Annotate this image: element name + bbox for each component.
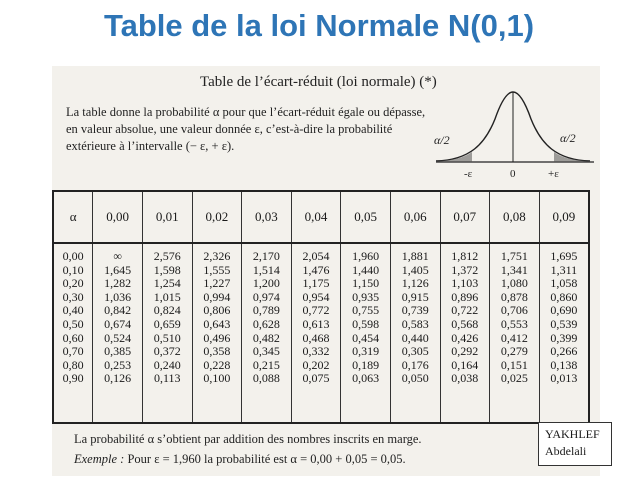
- intro-paragraph: La table donne la probabilité α pour que l’écart-réduit égale ou dépasse, en valeur absolue, une valeur donnée ε, c’est-à-dire la probabilité extérieure à l’intervalle (− ε, + ε).: [66, 105, 426, 153]
- table-cell: 0,189: [352, 357, 380, 372]
- table-cell: 1,960: [352, 249, 380, 263]
- table-cell: 0,772: [302, 303, 330, 318]
- table-cell: 0,896: [451, 289, 479, 304]
- column-header: 0,04: [291, 192, 341, 243]
- table-cell: 0,954: [302, 289, 330, 304]
- table-cell: 0,613: [302, 316, 330, 331]
- column-header: 0,01: [142, 192, 192, 243]
- table-cell: 1,598: [153, 262, 181, 277]
- value-column: [440, 243, 490, 422]
- row-header: 0,70: [62, 344, 84, 359]
- table-cell: 0,215: [252, 357, 280, 372]
- table-cell: 0,319: [352, 344, 380, 359]
- table-cell: 0,722: [451, 303, 479, 318]
- table-cell: 1,372: [451, 262, 479, 277]
- table-cell: 0,279: [500, 344, 528, 359]
- table-cell: 0,706: [500, 303, 528, 318]
- table-cell: 0,113: [153, 371, 181, 386]
- table-cell: 0,878: [500, 289, 528, 304]
- table-cell: 0,013: [550, 371, 578, 386]
- table-cell: 0,674: [104, 316, 132, 331]
- table-cell: 2,576: [153, 249, 181, 263]
- table-cell: 0,399: [550, 330, 578, 345]
- table-cell: 0,176: [401, 357, 429, 372]
- author-surname: YAKHLEF: [545, 427, 600, 441]
- value-column: [390, 243, 440, 422]
- table-cell: 0,568: [451, 316, 479, 331]
- table-cell: 0,088: [252, 371, 280, 386]
- table-cell: 0,755: [352, 303, 380, 318]
- row-header: 0,40: [62, 303, 84, 318]
- normal-curve-figure: [430, 84, 600, 184]
- value-column: [93, 243, 143, 422]
- table-cell: 0,075: [302, 371, 330, 386]
- row-header-column: [54, 243, 93, 422]
- zero-label: 0: [510, 168, 516, 180]
- table-cell: 1,881: [401, 249, 429, 263]
- table-cell: 1,282: [104, 276, 132, 291]
- table-cell: 1,555: [203, 262, 231, 277]
- row-header: 0,60: [62, 330, 84, 345]
- table-cell: 0,690: [550, 303, 578, 318]
- table-cell: 0,063: [352, 371, 380, 386]
- column-header: 0,06: [390, 192, 440, 243]
- table-cell: 0,789: [252, 303, 280, 318]
- table-cell: 1,150: [352, 276, 380, 291]
- table-cell: 1,080: [500, 276, 528, 291]
- table-cell: 0,739: [401, 303, 429, 318]
- table-body-row: [54, 243, 588, 422]
- example-label: Exemple :: [74, 452, 125, 466]
- table-cell: 0,598: [352, 316, 380, 331]
- author-firstname: Abdelali: [545, 444, 587, 458]
- table-cell: 0,454: [352, 330, 380, 345]
- table-cell: 0,539: [550, 316, 578, 331]
- column-header: 0,00: [93, 192, 143, 243]
- table-cell: 0,228: [203, 357, 231, 372]
- row-header: 0,80: [62, 357, 84, 372]
- table-cell: 0,345: [252, 344, 280, 359]
- table-cell: 1,751: [500, 249, 528, 263]
- table-cell: 1,405: [401, 262, 429, 277]
- row-header: 0,50: [62, 316, 84, 331]
- table-cell: 0,164: [451, 357, 479, 372]
- table-cell: 0,305: [401, 344, 429, 359]
- column-header: 0,03: [242, 192, 292, 243]
- value-column: [192, 243, 242, 422]
- table-cell: 1,476: [302, 262, 330, 277]
- probability-table: [52, 190, 590, 424]
- table-cell: 1,227: [203, 276, 231, 291]
- example-line: [74, 452, 406, 467]
- table-cell: ∞: [113, 249, 122, 263]
- row-header: 0,20: [62, 276, 84, 291]
- table-cell: 0,440: [401, 330, 429, 345]
- table-cell: 1,126: [401, 276, 429, 291]
- value-column: [341, 243, 391, 422]
- table-cell: 1,695: [550, 249, 578, 263]
- table-cell: 1,812: [451, 249, 479, 263]
- table-cell: 0,860: [550, 289, 578, 304]
- table-cell: 1,645: [104, 262, 132, 277]
- table-cell: 2,054: [302, 249, 330, 263]
- addition-note: La probabilité α s’obtient par addition des nombres inscrits en marge.: [74, 432, 422, 446]
- table-cell: 0,628: [252, 316, 280, 331]
- value-column: [242, 243, 292, 422]
- table-cell: 0,824: [153, 303, 181, 318]
- table-cell: 0,553: [500, 316, 528, 331]
- table-cell: 0,292: [451, 344, 479, 359]
- value-column: [142, 243, 192, 422]
- column-header: 0,05: [341, 192, 391, 243]
- table-cell: 0,038: [451, 371, 479, 386]
- column-header: 0,08: [490, 192, 540, 243]
- table-cell: 2,326: [203, 249, 231, 263]
- table-cell: 0,126: [104, 371, 132, 386]
- table-cell: 0,994: [203, 289, 231, 304]
- table-cell: 1,103: [451, 276, 479, 291]
- table-cell: 1,015: [153, 289, 181, 304]
- value-column: [490, 243, 540, 422]
- table-cell: 0,372: [153, 344, 181, 359]
- table-cell: 0,412: [500, 330, 528, 345]
- table-cell: 1,058: [550, 276, 578, 291]
- table-cell: 0,643: [203, 316, 231, 331]
- table-cell: 0,426: [451, 330, 479, 345]
- table-cell: 0,482: [252, 330, 280, 345]
- table-cell: 0,385: [104, 344, 132, 359]
- value-column: [539, 243, 588, 422]
- table-cell: 1,311: [550, 262, 578, 277]
- table-cell: 0,253: [104, 357, 132, 372]
- table-cell: 0,240: [153, 357, 181, 372]
- table-cell: 0,524: [104, 330, 132, 345]
- table-cell: 0,050: [401, 371, 429, 386]
- table-cell: 0,202: [302, 357, 330, 372]
- table-cell: 0,332: [302, 344, 330, 359]
- row-header: 0,00: [62, 249, 84, 263]
- left-tail-label: α/2: [434, 133, 450, 147]
- table-cell: 0,100: [203, 371, 231, 386]
- table-cell: 0,583: [401, 316, 429, 331]
- table-cell: 0,974: [252, 289, 280, 304]
- table-header-row: [54, 192, 588, 243]
- plus-epsilon-label: +ε: [548, 168, 559, 180]
- slide-title: Table de la loi Normale N(0,1): [103, 8, 535, 43]
- column-header: 0,02: [192, 192, 242, 243]
- column-header: 0,07: [440, 192, 490, 243]
- table-cell: 1,514: [252, 262, 280, 277]
- corner-cell: α: [54, 192, 93, 243]
- table-cell: 1,200: [252, 276, 280, 291]
- column-header: 0,09: [539, 192, 588, 243]
- table-cell: 0,496: [203, 330, 231, 345]
- table-cell: 0,138: [550, 357, 578, 372]
- document-title: Table de l’écart-réduit (loi normale) (*): [200, 74, 437, 90]
- table-cell: 1,440: [352, 262, 380, 277]
- table-cell: 0,935: [352, 289, 380, 304]
- table-cell: 0,806: [203, 303, 231, 318]
- table-cell: 1,341: [500, 262, 528, 277]
- table-cell: 0,151: [500, 357, 528, 372]
- table-cell: 0,468: [302, 330, 330, 345]
- row-header: 0,30: [62, 289, 84, 304]
- table-cell: 0,659: [153, 316, 181, 331]
- row-header: 0,10: [62, 262, 84, 277]
- table-cell: 0,358: [203, 344, 231, 359]
- table-cell: 0,915: [401, 289, 429, 304]
- right-tail-label: α/2: [560, 131, 576, 145]
- table-cell: 1,175: [302, 276, 330, 291]
- value-column: [291, 243, 341, 422]
- table-cell: 0,510: [153, 330, 181, 345]
- table-cell: 0,266: [550, 344, 578, 359]
- author-box: [538, 422, 612, 466]
- row-header: 0,90: [62, 371, 84, 386]
- table-cell: 0,025: [500, 371, 528, 386]
- table-cell: 1,036: [104, 289, 132, 304]
- minus-epsilon-label: -ε: [464, 168, 473, 180]
- table-cell: 2,170: [252, 249, 280, 263]
- table-cell: 0,842: [104, 303, 132, 318]
- example-text: Pour ε = 1,960 la probabilité est α = 0,00 + 0,05 = 0,05.: [127, 452, 406, 466]
- table-cell: 1,254: [153, 276, 181, 291]
